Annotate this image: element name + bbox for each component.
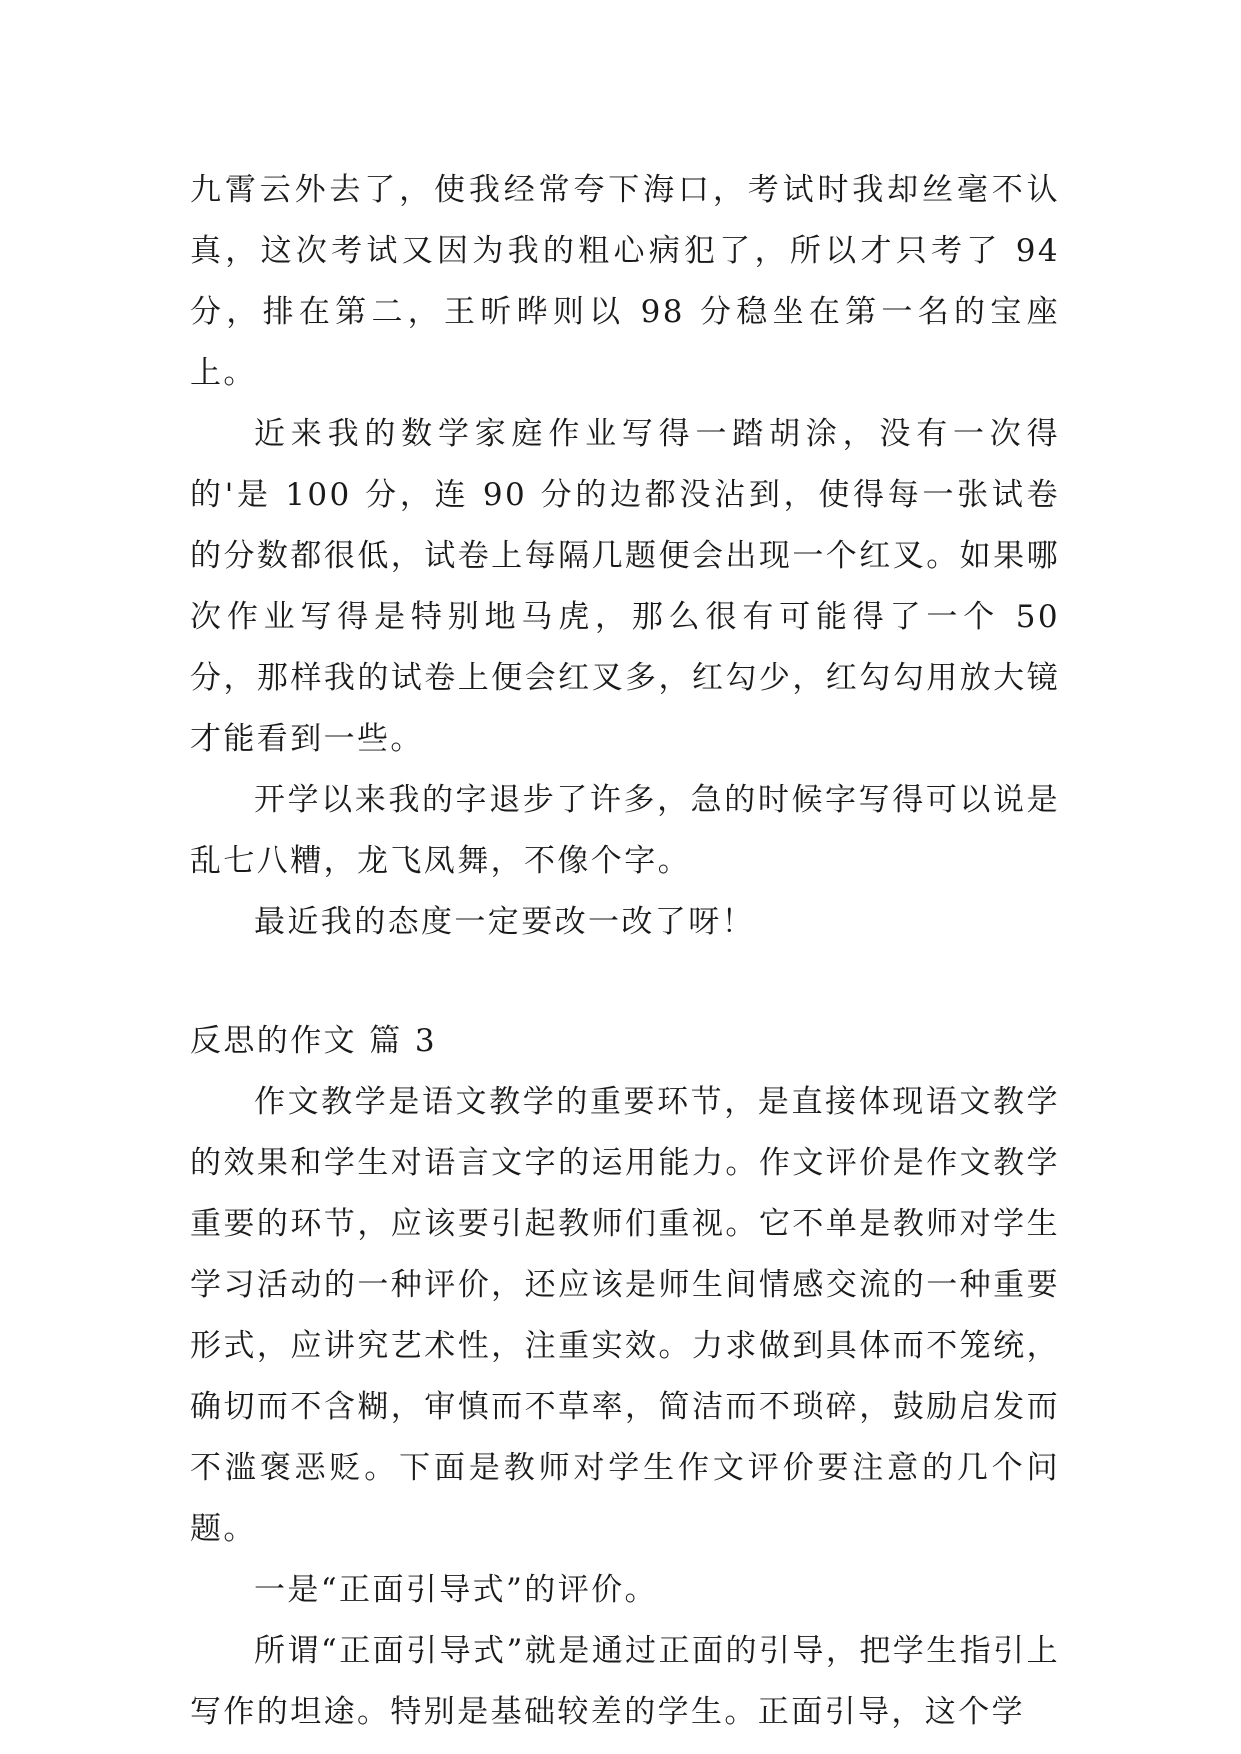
paragraph-positive-guidance: 所谓“正面引导式”就是通过正面的引导，把学生指引上写作的坦途。特别是基础较差的学生。正面引导，这个学 (190, 1633, 1060, 1730)
section-heading: 反思的作文 篇 3 (190, 1023, 438, 1059)
document-body (190, 160, 1060, 1743)
paragraph-math-homework: 近来我的数学家庭作业写得一踏胡涂，没有一次得的'是 100 分，连 90 分的边都没沾到，使得每一张试卷的分数都很低，试卷上每隔几题便会出现一个红叉。如果哪次作业写得是特别地马虎，那么很有可能得了一个 50 分，那样我的试卷上便会红叉多，红勾少，红勾勾用放大镜才能看到一些。 (190, 416, 1060, 757)
paragraph-continued: 九霄云外去了，使我经常夸下海口，考试时我却丝毫不认真，这次考试又因为我的粗心病犯了，所以才只考了 94 分，排在第二，王昕晔则以 98 分稳坐在第一名的宝座上。 (190, 172, 1060, 391)
paragraph-attitude: 最近我的态度一定要改一改了呀！ (254, 904, 755, 940)
paragraph-composition-teaching: 作文教学是语文教学的重要环节，是直接体现语文教学的效果和学生对语言文字的运用能力。作文评价是作文教学重要的环节，应该要引起教师们重视。它不单是教师对学生学习活动的一种评价，还应该是师生间情感交流的一种重要形式，应讲究艺术性，注重实效。力求做到具体而不笼统，确切而不含糊，审慎而不草率，简洁而不琐碎，鼓励启发而不滥褒恶贬。下面是教师对学生作文评价要注意的几个问题。 (190, 1084, 1060, 1547)
paragraph-point-one: 一是“正面引导式”的评价。 (254, 1572, 658, 1608)
paragraph-handwriting: 开学以来我的字退步了许多，急的时候字写得可以说是乱七八糟，龙飞凤舞，不像个字。 (190, 782, 1060, 879)
